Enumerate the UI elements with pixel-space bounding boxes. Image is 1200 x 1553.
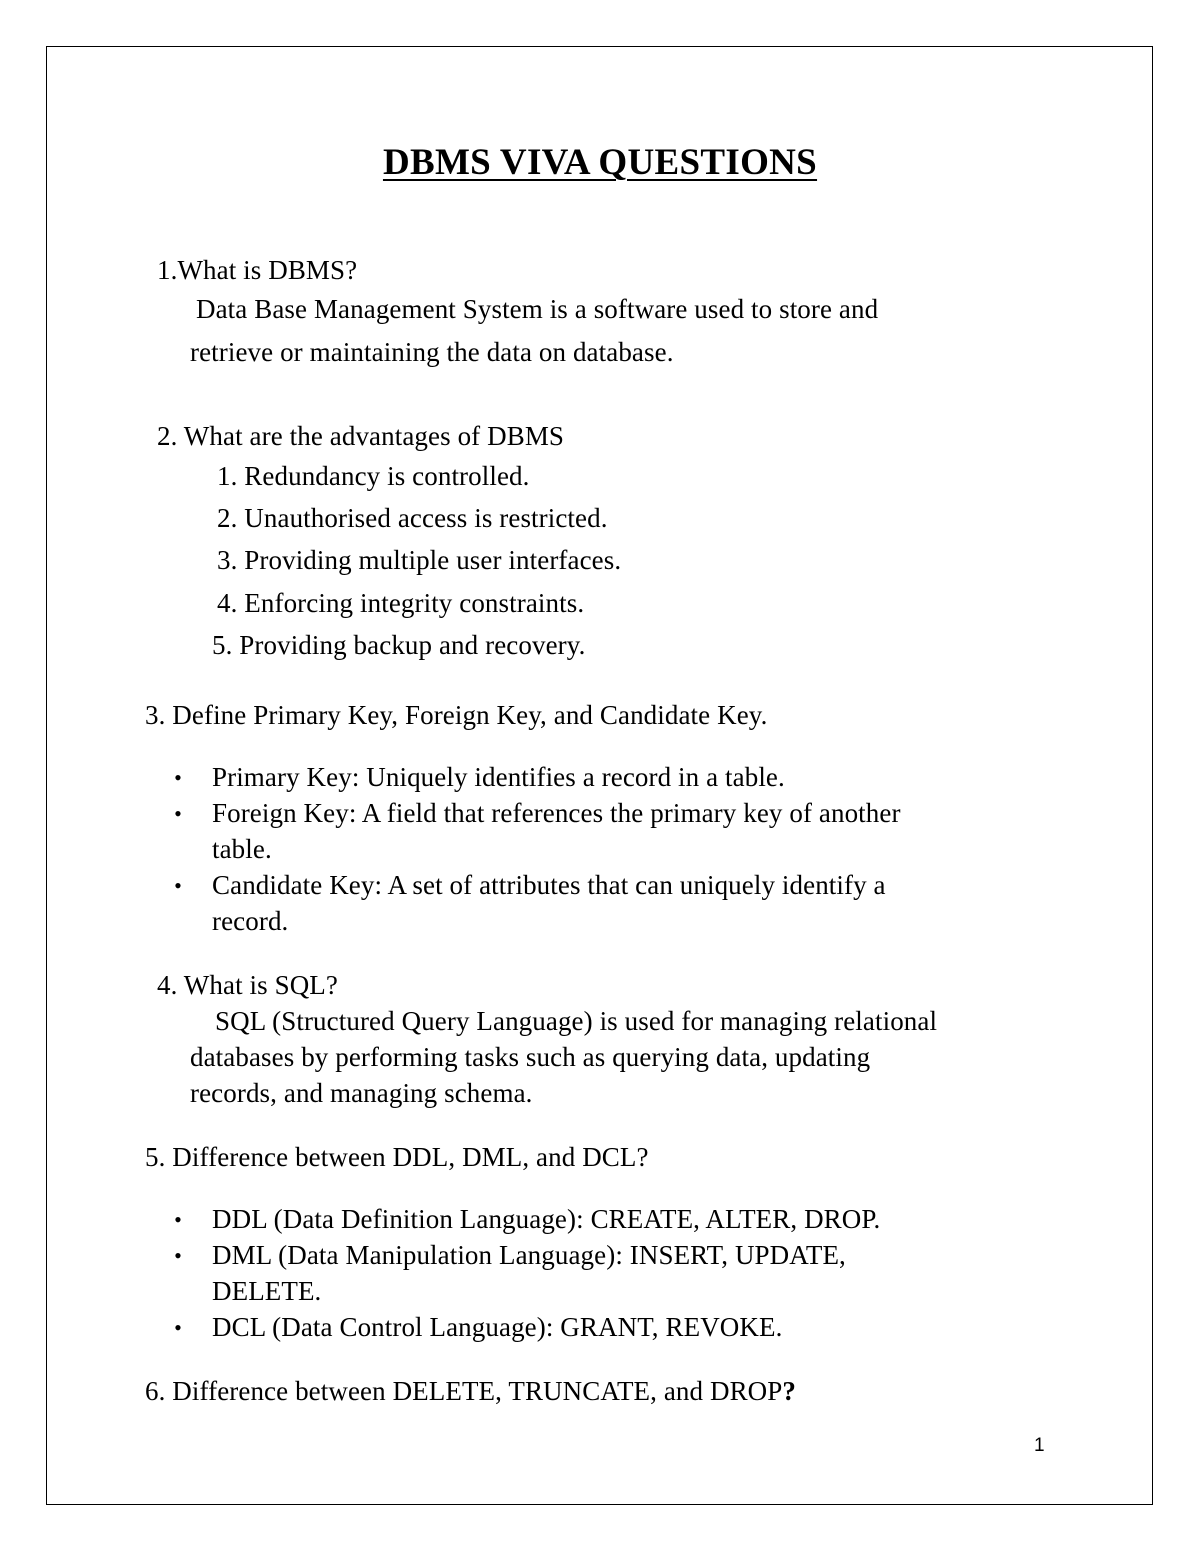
language-dml: DML (Data Manipulation Language): INSERT, UPDATE,	[212, 1240, 846, 1270]
question-5: 5. Difference between DDL, DML, and DCL?	[145, 1142, 649, 1172]
answer-1-line-2: retrieve or maintaining the data on database.	[190, 337, 674, 367]
bullet-icon: •	[174, 765, 182, 790]
document-title: DBMS VIVA QUESTIONS	[382, 142, 818, 183]
bullet-icon: •	[174, 1207, 182, 1232]
answer-4-line-3: records, and managing schema.	[190, 1078, 533, 1108]
advantage-item-4: 4. Enforcing integrity constraints.	[217, 588, 585, 618]
answer-1-line-1: Data Base Management System is a software used to store and	[196, 294, 879, 324]
bullet-icon: •	[174, 873, 182, 898]
bullet-icon: •	[174, 1243, 182, 1268]
advantage-item-5: 5. Providing backup and recovery.	[212, 630, 586, 660]
key-definition-foreign: Foreign Key: A field that references the primary key of another	[212, 798, 901, 828]
advantage-item-2: 2. Unauthorised access is restricted.	[217, 503, 608, 533]
question-3: 3. Define Primary Key, Foreign Key, and Candidate Key.	[145, 700, 768, 730]
key-definition-candidate: Candidate Key: A set of attributes that can uniquely identify a	[212, 870, 886, 900]
language-ddl: DDL (Data Definition Language): CREATE, ALTER, DROP.	[212, 1204, 881, 1234]
question-6-mark: ?	[782, 1376, 797, 1406]
advantage-item-3: 3. Providing multiple user interfaces.	[217, 545, 622, 575]
advantage-item-1: 1. Redundancy is controlled.	[217, 461, 530, 491]
bullet-icon: •	[174, 801, 182, 826]
bullet-icon: •	[174, 1315, 182, 1340]
answer-4-line-2: databases by performing tasks such as querying data, updating	[190, 1042, 871, 1072]
key-definition-foreign-cont: table.	[212, 834, 272, 864]
language-dcl: DCL (Data Control Language): GRANT, REVOKE.	[212, 1312, 783, 1342]
question-6-text: 6. Difference between DELETE, TRUNCATE, and DROP	[145, 1376, 783, 1406]
key-definition-primary: Primary Key: Uniquely identifies a record in a table.	[212, 762, 785, 792]
page-number: 1	[1034, 1435, 1045, 1456]
question-2: 2. What are the advantages of DBMS	[157, 421, 565, 451]
answer-4-line-1: SQL (Structured Query Language) is used for managing relational	[215, 1006, 938, 1036]
language-dml-cont: DELETE.	[212, 1276, 322, 1306]
question-4: 4. What is SQL?	[157, 970, 338, 1000]
question-1: 1.What is DBMS?	[157, 255, 358, 285]
question-6	[145, 1373, 796, 1409]
key-definition-candidate-cont: record.	[212, 906, 289, 936]
